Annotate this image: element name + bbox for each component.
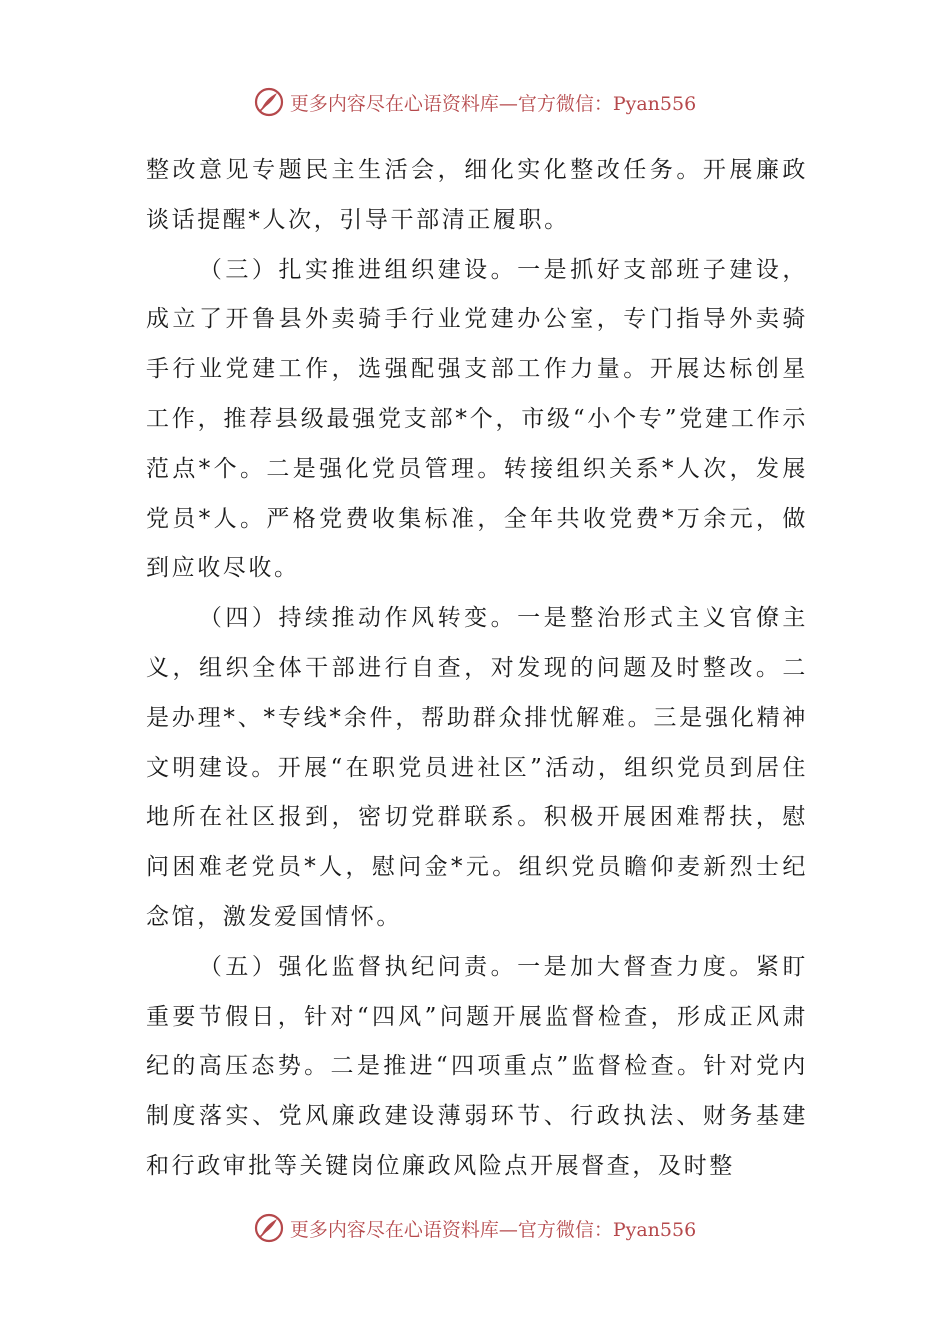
banner-text: 更多内容尽在心语资料库—官方微信：Pyan556 [289, 1218, 697, 1241]
paragraph-1: 整改意见专题民主生活会，细化实化整改任务。开展廉政谈话提醒*人次，引导干部清正履职。 [146, 157, 808, 233]
paragraph-3: （四）持续推动作风转变。一是整治形式主义官僚主义，组织全体干部进行自查，对发现的问题及时整改。二是办理*、*专线*余件，帮助群众排忧解难。三是强化精神文明建设。开展“在职党员进社区”活动，组织党员到居住地所在社区报到，密切党群联系。积极开展困难帮扶，慰问困难老党员*人，慰问金*元。组织党员瞻仰麦新烈士纪念馆，激发爱国情怀。 [146, 605, 808, 930]
document-body [146, 146, 808, 1192]
feather-pen-seal-icon [254, 87, 284, 117]
feather-pen-seal-icon [254, 1213, 284, 1243]
banner-text: 更多内容尽在心语资料库—官方微信：Pyan556 [289, 92, 697, 115]
paragraph-4: （五）强化监督执纪问责。一是加大督查力度。紧盯重要节假日，针对“四风”问题开展监督检查，形成正风肃纪的高压态势。二是推进“四项重点”监督检查。针对党内制度落实、党风廉政建设薄弱环节、行政执法、财务基建和行政审批等关键岗位廉政风险点开展督查，及时整 [146, 953, 808, 1179]
header-banner [0, 82, 950, 122]
footer-banner [0, 1208, 950, 1248]
paragraph-2: （三）扎实推进组织建设。一是抓好支部班子建设，成立了开鲁县外卖骑手行业党建办公室，专门指导外卖骑手行业党建工作，选强配强支部工作力量。开展达标创星工作，推荐县级最强党支部*个，市级“小个专”党建工作示范点*个。二是强化党员管理。转接组织关系*人次，发展党员*人。严格党费收集标准，全年共收党费*万余元，做到应收尽收。 [146, 256, 808, 582]
